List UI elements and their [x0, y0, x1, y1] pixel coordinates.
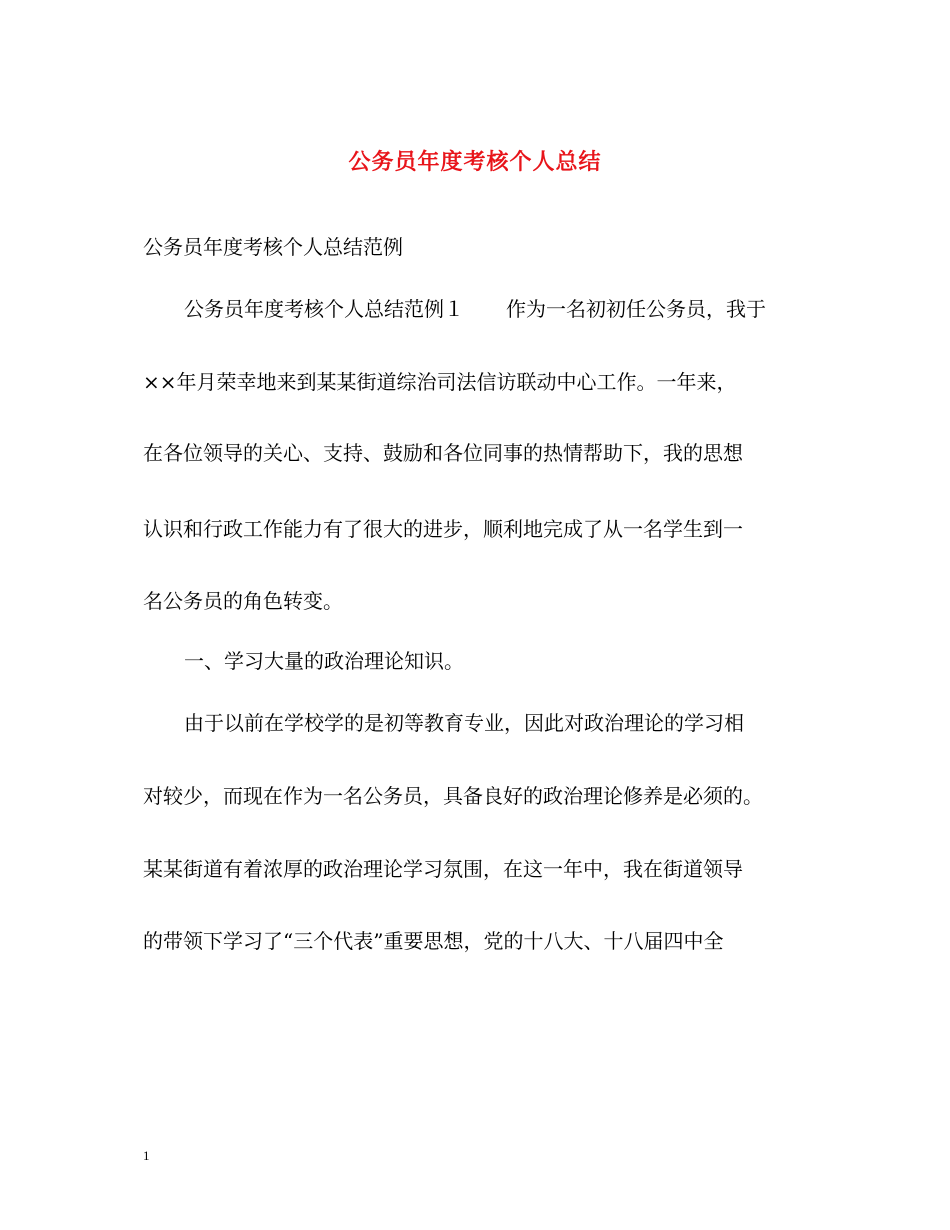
paragraph-line: 某某街道有着浓厚的政治理论学习氛围，在这一年中，我在街道领导 — [143, 857, 743, 881]
document-subtitle: 公务员年度考核个人总结范例 — [143, 235, 403, 259]
example-heading: 公务员年度考核个人总结范例１ — [184, 297, 464, 321]
section-heading: 一、学习大量的政治理论知识。 — [184, 649, 464, 673]
paragraph-line: 的带领下学习了“三个代表”重要思想，党的十八大、十八届四中全 — [143, 929, 724, 953]
paragraph-line: 认识和行政工作能力有了很大的进步，顺利地完成了从一名学生到一 — [143, 517, 743, 541]
paragraph-first-line — [184, 296, 864, 322]
paragraph-line: 名公务员的角色转变。 — [143, 589, 343, 613]
document-title: 公务员年度考核个人总结 — [348, 149, 602, 175]
page-number: 1 — [143, 1148, 150, 1163]
paragraph-line: 作为一名初初任公务员，我于 — [506, 297, 766, 321]
paragraph-line: ××年月荣幸地来到某某街道综治司法信访联动中心工作。一年来， — [143, 370, 737, 394]
paragraph-line: 在各位领导的关心、支持、鼓励和各位同事的热情帮助下，我的思想 — [143, 441, 743, 465]
paragraph-line: 由于以前在学校学的是初等教育专业，因此对政治理论的学习相 — [184, 711, 744, 735]
paragraph-line: 对较少，而现在作为一名公务员，具备良好的政治理论修养是必须的。 — [143, 784, 763, 808]
